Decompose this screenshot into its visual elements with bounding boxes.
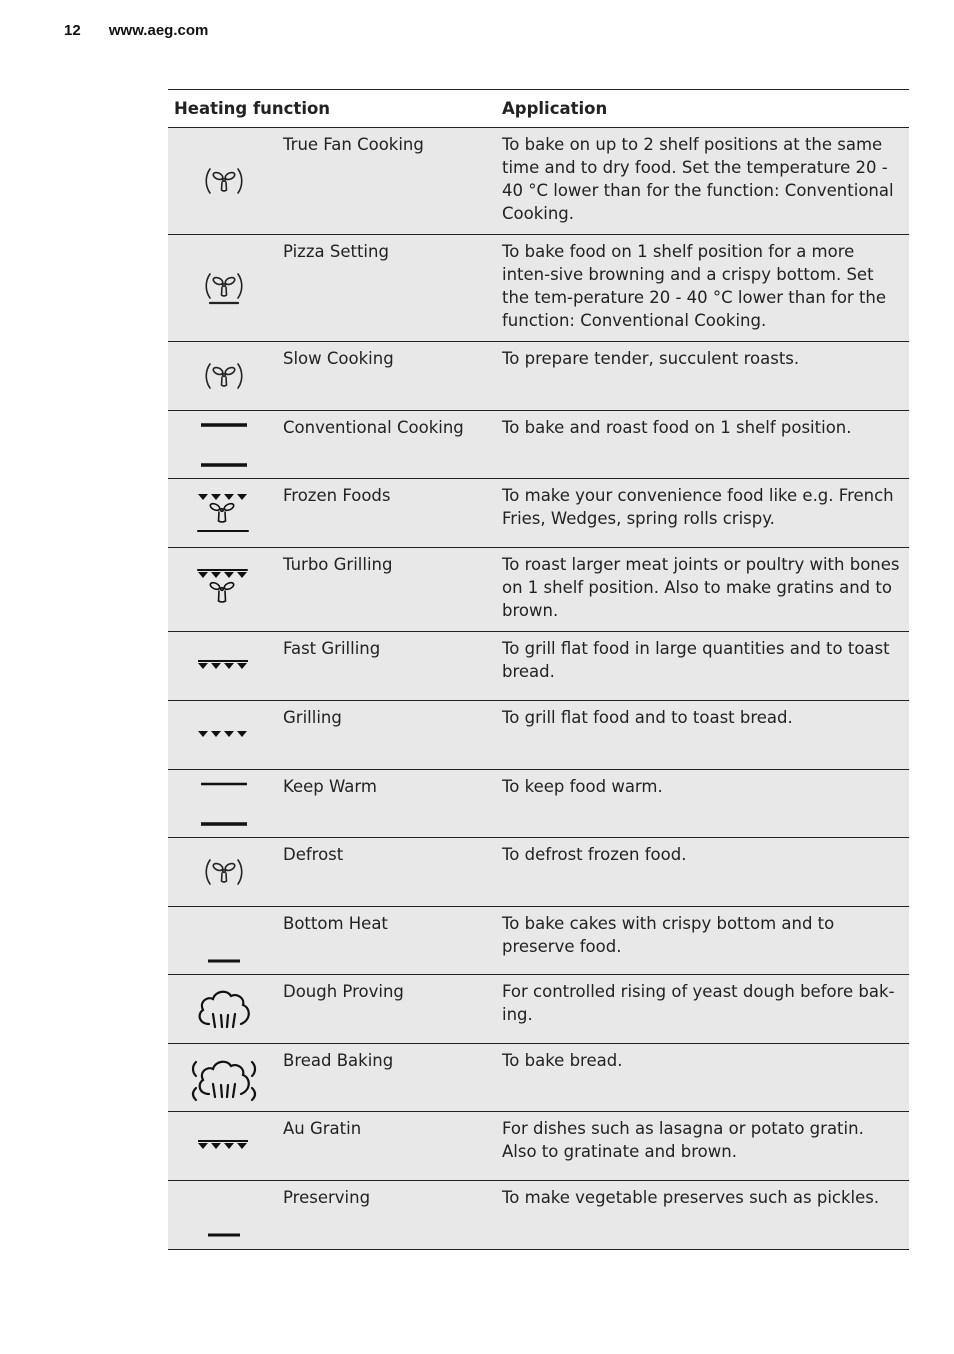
function-application: To keep food warm. xyxy=(493,770,909,838)
column-header-heating-function: Heating function xyxy=(168,90,493,128)
bottom-heat-icon xyxy=(168,917,279,965)
function-application: For controlled rising of yeast dough before bak-ing. xyxy=(493,975,909,1044)
function-name: Keep Warm xyxy=(279,770,493,838)
table-header-row xyxy=(168,90,909,128)
table-row xyxy=(168,411,909,479)
function-name: Conventional Cooking xyxy=(279,411,493,479)
defrost-icon xyxy=(168,855,279,889)
function-application: To bake bread. xyxy=(493,1044,909,1112)
row-icon-cell xyxy=(168,479,279,548)
function-name: Dough Proving xyxy=(279,975,493,1044)
table-row xyxy=(168,342,909,411)
table-row xyxy=(168,632,909,701)
function-application: To defrost frozen food. xyxy=(493,838,909,907)
function-name: Fast Grilling xyxy=(279,632,493,701)
row-icon-cell xyxy=(168,548,279,632)
slow-cooking-icon xyxy=(168,359,279,393)
row-icon-cell xyxy=(168,632,279,701)
function-name: Turbo Grilling xyxy=(279,548,493,632)
function-application: To make your convenience food like e.g. French Fries, Wedges, spring rolls crispy. xyxy=(493,479,909,548)
function-application: To grill flat food and to toast bread. xyxy=(493,701,909,770)
keep-warm-icon xyxy=(168,780,279,828)
function-application: To prepare tender, succulent roasts. xyxy=(493,342,909,411)
row-icon-cell xyxy=(168,128,279,235)
table-row xyxy=(168,1181,909,1250)
table-row xyxy=(168,479,909,548)
table-row xyxy=(168,975,909,1044)
fast-grilling-icon xyxy=(168,659,279,673)
function-application: To bake food on 1 shelf position for a more inten-sive browning and a crispy bottom. Set the tem-perature 20 - 40 °C lower than for the function: Conventional Cooking. xyxy=(493,235,909,342)
table-row xyxy=(168,128,909,235)
heating-functions-table xyxy=(168,89,909,1250)
function-application: To bake on up to 2 shelf positions at the same time and to dry food. Set the temperature 20 - 40 °C lower than for the function: Conventional Cooking. xyxy=(493,128,909,235)
table-row xyxy=(168,548,909,632)
function-name: Defrost xyxy=(279,838,493,907)
top-bottom-heat-icon xyxy=(168,421,279,469)
row-icon-cell xyxy=(168,1181,279,1250)
row-icon-cell xyxy=(168,235,279,342)
row-icon-cell xyxy=(168,907,279,975)
function-application: To roast larger meat joints or poultry with bones on 1 shelf position. Also to make gratins and to brown. xyxy=(493,548,909,632)
function-name: Slow Cooking xyxy=(279,342,493,411)
bread-baking-icon xyxy=(168,1052,279,1104)
table-row xyxy=(168,770,909,838)
function-name: Au Gratin xyxy=(279,1112,493,1181)
row-icon-cell xyxy=(168,411,279,479)
row-icon-cell xyxy=(168,1044,279,1112)
page-header xyxy=(64,22,208,39)
function-application: To bake and roast food on 1 shelf position. xyxy=(493,411,909,479)
function-name: True Fan Cooking xyxy=(279,128,493,235)
table-row xyxy=(168,838,909,907)
page-number: 12 xyxy=(64,22,81,39)
preserving-icon xyxy=(168,1191,279,1239)
table-row xyxy=(168,701,909,770)
function-name: Preserving xyxy=(279,1181,493,1250)
row-icon-cell xyxy=(168,770,279,838)
function-application: For dishes such as lasagna or potato gratin. Also to gratinate and brown. xyxy=(493,1112,909,1181)
row-icon-cell xyxy=(168,838,279,907)
function-name: Frozen Foods xyxy=(279,479,493,548)
table-row xyxy=(168,907,909,975)
row-icon-cell xyxy=(168,342,279,411)
table-row xyxy=(168,1044,909,1112)
function-application: To grill flat food in large quantities and to toast bread. xyxy=(493,632,909,701)
function-application: To bake cakes with crispy bottom and to preserve food. xyxy=(493,907,909,975)
pizza-setting-icon xyxy=(168,270,279,306)
function-name: Pizza Setting xyxy=(279,235,493,342)
frozen-foods-icon xyxy=(168,492,279,534)
true-fan-icon xyxy=(168,164,279,198)
function-application: To make vegetable preserves such as pickles. xyxy=(493,1181,909,1250)
row-icon-cell xyxy=(168,975,279,1044)
function-name: Grilling xyxy=(279,701,493,770)
turbo-grilling-icon xyxy=(168,568,279,612)
row-icon-cell xyxy=(168,701,279,770)
row-icon-cell xyxy=(168,1112,279,1181)
dough-proving-icon xyxy=(168,984,279,1034)
au-gratin-icon xyxy=(168,1139,279,1153)
grilling-icon xyxy=(168,729,279,741)
website-url: www.aeg.com xyxy=(108,22,209,39)
table-row xyxy=(168,235,909,342)
column-header-application: Application xyxy=(493,90,909,128)
function-name: Bottom Heat xyxy=(279,907,493,975)
function-name: Bread Baking xyxy=(279,1044,493,1112)
table-row xyxy=(168,1112,909,1181)
